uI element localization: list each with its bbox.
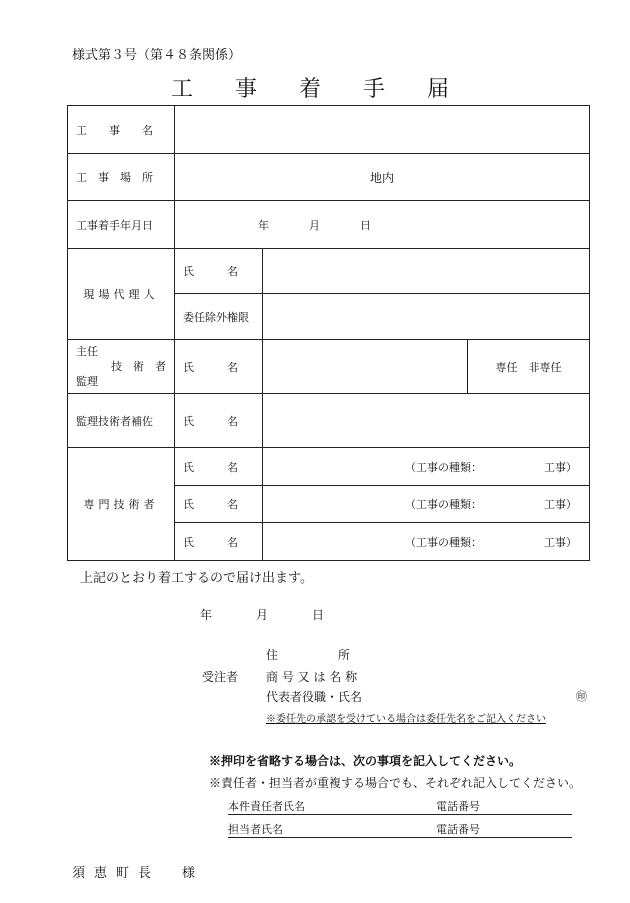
specialist-1-name-label: 氏 名 [175, 448, 263, 486]
submit-year-unit: 年 [200, 608, 213, 622]
location-label: 工 事 場 所 [68, 154, 175, 201]
page-title: 工 事 着 手 届 [170, 77, 459, 102]
supervising-assistant-label: 監理技術者補佐 [68, 394, 175, 448]
table-row-start-date [68, 201, 590, 249]
contractor-company-label: 商 号 又 は 名 称 [266, 670, 358, 684]
table-row-construction-name [68, 106, 590, 154]
staff-person-label: 担当者氏名 [228, 823, 283, 836]
specialist-1-field[interactable] [263, 448, 590, 486]
chief-label-middle: 技 術 者 [111, 360, 166, 373]
submit-day-unit: 日 [312, 608, 325, 622]
form-table [67, 105, 590, 561]
staff-person-field[interactable] [228, 821, 572, 838]
table-row-chief-engineer [68, 340, 590, 394]
start-date-field[interactable] [175, 201, 590, 249]
authority-label: 委任除外権限 [175, 294, 263, 340]
site-agent-label: 現場代理人 [68, 249, 175, 340]
seal-mark: ㊞ [576, 690, 587, 703]
start-month-unit: 月 [309, 218, 320, 232]
location-field[interactable]: 地内 [175, 154, 590, 201]
start-day-unit: 日 [360, 218, 371, 232]
submit-month-unit: 月 [256, 608, 269, 622]
contractor-representative-label: 代表者役職・氏名 [266, 690, 363, 704]
chief-engineer-name-label: 氏 名 [175, 340, 263, 394]
contractor-address-label: 住 所 [266, 648, 351, 662]
chief-engineer-status[interactable]: 専任 非専任 [468, 340, 590, 394]
specialist-2-name-label: 氏 名 [175, 486, 263, 523]
specialist-2-kind-close: 工事） [544, 498, 578, 511]
specialist-3-kind-close: 工事） [544, 535, 578, 549]
table-row-specialist-1 [68, 448, 590, 486]
submit-date[interactable] [200, 606, 324, 623]
seal-omission-note: ※押印を省略する場合は、次の事項を記入してください。 [209, 754, 522, 768]
site-agent-name-label: 氏 名 [175, 249, 263, 294]
responsible-phone-label: 電話番号 [436, 800, 480, 813]
chief-label-top: 主任 [76, 345, 98, 358]
site-agent-name-field[interactable] [263, 249, 590, 294]
specialist-2-kind-open: （工事の種類： [405, 498, 482, 511]
specialist-label: 専門技術者 [68, 448, 175, 561]
start-year-unit: 年 [258, 218, 269, 232]
construction-name-field[interactable] [175, 106, 590, 154]
start-date-label: 工事着手年月日 [68, 201, 175, 249]
construction-name-label: 工 事 名 [68, 106, 175, 154]
responsible-person-field[interactable] [228, 798, 572, 815]
notice-text: 上記のとおり着工するので届け出ます。 [80, 571, 313, 586]
table-row-location [68, 154, 590, 201]
table-row-supervising-assistant [68, 394, 590, 448]
specialist-1-kind-close: 工事） [544, 460, 578, 474]
staff-phone-label: 電話番号 [436, 823, 480, 836]
supervising-assistant-name-field[interactable] [263, 394, 590, 448]
duplicate-note: ※責任者・担当者が重複する場合でも、それぞれ記入してください。 [209, 776, 582, 790]
responsible-person-label: 本件責任者氏名 [228, 800, 305, 813]
specialist-3-field[interactable] [263, 523, 590, 561]
chief-label-bottom: 監理 [76, 375, 98, 388]
supervising-assistant-name-label: 氏 名 [175, 394, 263, 448]
specialist-3-kind-open: （工事の種類： [405, 535, 482, 549]
specialist-3-name-label: 氏 名 [175, 523, 263, 561]
specialist-1-kind-open: （工事の種類： [405, 460, 482, 474]
addressee: 須恵町長 様 [72, 866, 205, 881]
chief-engineer-name-field[interactable] [263, 340, 468, 394]
delegate-note: ※委任先の承認を受けている場合は委任先名をご記入ください [266, 714, 546, 725]
authority-field[interactable] [263, 294, 590, 340]
chief-engineer-label [68, 340, 175, 394]
specialist-2-field[interactable] [263, 486, 590, 523]
form-number: 様式第３号（第４８条関係） [72, 48, 242, 63]
table-row-site-agent-name [68, 249, 590, 294]
contractor-label: 受注者 [202, 670, 239, 684]
